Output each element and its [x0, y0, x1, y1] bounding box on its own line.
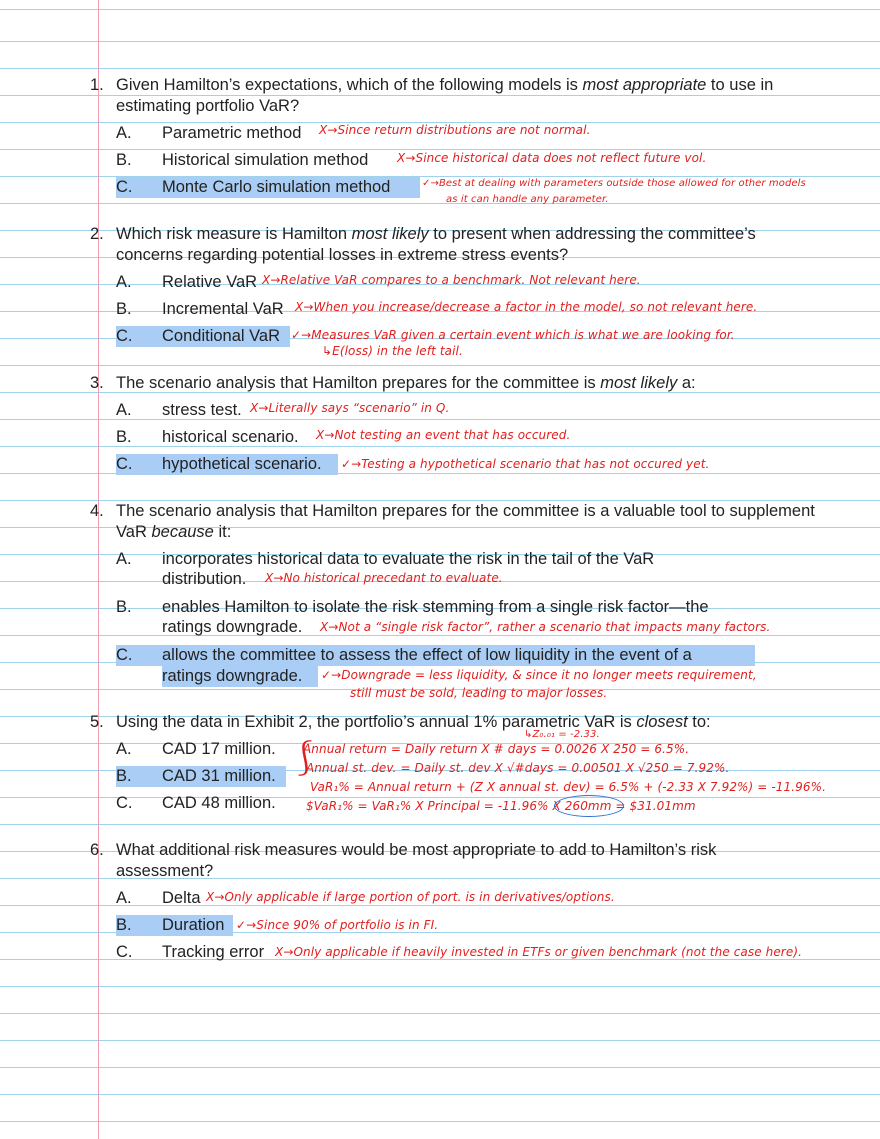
- question-text: The scenario analysis that Hamilton prepares for the committee is a valuable tool to supplement VaR because it:: [116, 502, 815, 541]
- option-text: Parametric method: [162, 124, 302, 142]
- question-text: Given Hamilton’s expectations, which of the following models is most appropriate to use in estimating portfolio VaR?: [116, 76, 774, 115]
- option-letter: B.: [116, 767, 132, 785]
- option-letter: A.: [116, 740, 132, 758]
- handwritten-note: X→No historical precedant to evaluate.: [265, 571, 503, 585]
- handwritten-note: X→Not testing an event that has occured.: [316, 428, 571, 442]
- question-text: Which risk measure is Hamilton most likely to present when addressing the committee’s concerns regarding potential losses in extreme stress events?: [116, 225, 756, 264]
- handwritten-note: X→Since return distributions are not normal.: [319, 123, 591, 137]
- question-number: 1.: [90, 76, 104, 94]
- option-text: Incremental VaR: [162, 300, 284, 318]
- option-letter: B.: [116, 300, 132, 318]
- option-3c-selected[interactable]: [116, 454, 322, 475]
- option-text: ratings downgrade.: [162, 618, 303, 636]
- option-1a[interactable]: [116, 123, 301, 144]
- option-text: Tracking error: [162, 943, 265, 961]
- option-text: enables Hamilton to isolate the risk stemming from a single risk factor—the: [162, 598, 709, 616]
- question-number: 4.: [90, 502, 104, 520]
- option-letter: A.: [116, 273, 132, 291]
- option-text: stress test.: [162, 401, 242, 419]
- handwritten-note: ✓→Measures VaR given a certain event which is what we are looking for.: [291, 328, 735, 342]
- handwritten-note: X→Literally says “scenario” in Q.: [250, 401, 450, 415]
- option-letter: C.: [116, 178, 133, 196]
- option-4a[interactable]: [116, 549, 654, 570]
- option-2a[interactable]: [116, 272, 257, 293]
- option-5c[interactable]: [116, 793, 276, 814]
- option-text: hypothetical scenario.: [162, 455, 322, 473]
- handwritten-work: $VaR₁% = VaR₁% X Principal = -11.96% X 260mm = $31.01mm: [306, 799, 696, 813]
- option-letter: B.: [116, 916, 132, 934]
- question-number: 5.: [90, 713, 104, 731]
- option-letter: A.: [116, 124, 132, 142]
- handwritten-work: Annual return = Daily return X # days = 0.0026 X 250 = 6.5%.: [303, 742, 690, 756]
- option-letter: C.: [116, 327, 133, 345]
- answer-circle: [554, 795, 624, 817]
- handwritten-note: X→Not a “single risk factor”, rather a scenario that impacts many factors.: [320, 620, 771, 634]
- option-letter: B.: [116, 151, 132, 169]
- option-4b-cont: [162, 617, 302, 638]
- option-text: CAD 48 million.: [162, 794, 276, 812]
- option-1c-selected[interactable]: [116, 177, 390, 198]
- handwritten-note: as it can handle any parameter.: [446, 194, 609, 205]
- handwritten-note: X→Relative VaR compares to a benchmark. Not relevant here.: [262, 273, 641, 287]
- option-letter: C.: [116, 943, 133, 961]
- question-text: What additional risk measures would be most appropriate to add to Hamilton’s risk assessment?: [116, 841, 717, 880]
- option-letter: C.: [116, 455, 133, 473]
- option-1b[interactable]: [116, 150, 368, 171]
- option-text: ratings downgrade.: [162, 667, 303, 685]
- option-letter: A.: [116, 550, 132, 568]
- option-text: allows the committee to assess the effect of low liquidity in the event of a: [162, 646, 692, 664]
- option-text: Conditional VaR: [162, 327, 281, 345]
- option-text: Historical simulation method: [162, 151, 369, 169]
- option-text: incorporates historical data to evaluate the risk in the tail of the VaR: [162, 550, 655, 568]
- question-number: 6.: [90, 841, 104, 859]
- option-letter: A.: [116, 889, 132, 907]
- handwritten-work: VaR₁% = Annual return + (Z X annual st. dev) = 6.5% + (-2.33 X 7.92%) = -11.96%.: [310, 780, 827, 794]
- option-3a[interactable]: [116, 400, 242, 421]
- option-6c[interactable]: [116, 942, 264, 963]
- handwritten-note: ✓→Testing a hypothetical scenario that has not occured yet.: [341, 457, 710, 471]
- option-4a-cont: [162, 569, 246, 590]
- option-4c-selected[interactable]: [116, 645, 692, 666]
- option-letter: B.: [116, 428, 132, 446]
- option-text: Monte Carlo simulation method: [162, 178, 391, 196]
- question-number: 3.: [90, 374, 104, 392]
- brace-mark: ⎰: [288, 739, 322, 779]
- option-5b-selected[interactable]: [116, 766, 276, 787]
- option-text: distribution.: [162, 570, 247, 588]
- option-5a[interactable]: [116, 739, 276, 760]
- handwritten-note: ↳E(loss) in the left tail.: [322, 344, 463, 358]
- option-2c-selected[interactable]: [116, 326, 280, 347]
- handwritten-note: X→When you increase/decrease a factor in the model, so not relevant here.: [295, 300, 758, 314]
- option-text: Delta: [162, 889, 201, 907]
- handwritten-note: X→Since historical data does not reflect future vol.: [397, 151, 707, 165]
- option-6a[interactable]: [116, 888, 201, 909]
- option-text: Duration: [162, 916, 225, 934]
- question-text: The scenario analysis that Hamilton prepares for the committee is most likely a:: [116, 374, 696, 392]
- margin-line: [98, 0, 99, 1139]
- option-text: CAD 17 million.: [162, 740, 276, 758]
- option-2b[interactable]: [116, 299, 284, 320]
- handwritten-note: ✓→Downgrade = less liquidity, & since it no longer meets requirement,: [321, 668, 757, 682]
- option-text: CAD 31 million.: [162, 767, 276, 785]
- handwritten-note: ✓→Since 90% of portfolio is in FI.: [236, 918, 439, 932]
- option-letter: A.: [116, 401, 132, 419]
- handwritten-note: ✓→Best at dealing with parameters outside those allowed for other models: [422, 178, 806, 189]
- handwritten-note: X→Only applicable if heavily invested in ETFs or given benchmark (not the case here).: [275, 945, 803, 959]
- handwritten-note: ↳Z₀.₀₁ = -2.33.: [524, 729, 600, 740]
- option-letter: C.: [116, 794, 133, 812]
- option-4c-cont: [162, 666, 302, 687]
- handwritten-work: Annual st. dev. = Daily st. dev X √#days = 0.00501 X √250 = 7.92%.: [306, 761, 730, 775]
- option-3b[interactable]: [116, 427, 299, 448]
- option-text: historical scenario.: [162, 428, 299, 446]
- option-letter: C.: [116, 646, 133, 664]
- option-6b-selected[interactable]: [116, 915, 224, 936]
- option-text: Relative VaR: [162, 273, 258, 291]
- handwritten-note: X→Only applicable if large portion of port. is in derivatives/options.: [206, 890, 615, 904]
- option-4b[interactable]: [116, 597, 709, 618]
- handwritten-note: still must be sold, leading to major losses.: [350, 686, 608, 700]
- option-letter: B.: [116, 598, 132, 616]
- question-text: Using the data in Exhibit 2, the portfolio’s annual 1% parametric VaR is closest to:: [116, 713, 711, 731]
- question-number: 2.: [90, 225, 104, 243]
